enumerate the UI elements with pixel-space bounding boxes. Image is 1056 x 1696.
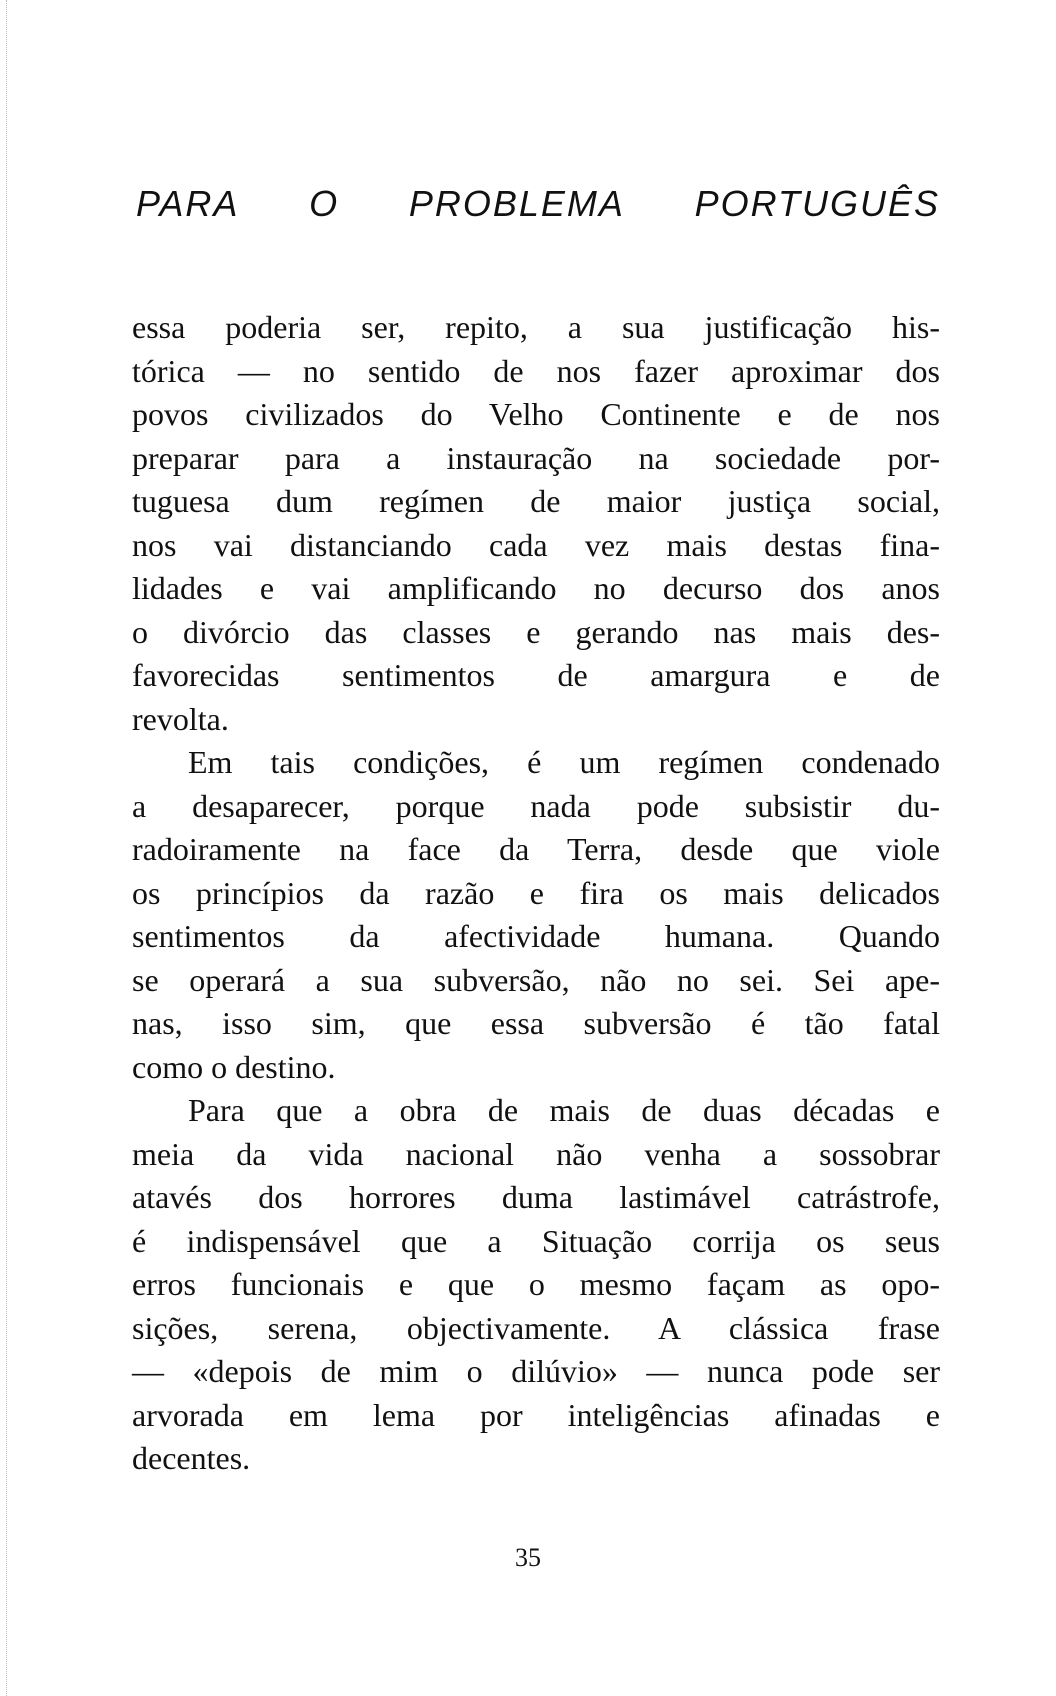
running-head-word: PARA <box>136 183 240 224</box>
running-head-word: O <box>309 183 340 224</box>
text-line: Em tais condições, é um regímen condenado <box>188 744 940 780</box>
text-line: os princípios da razão e fira os mais delicados <box>132 874 940 911</box>
text-line: revolta. <box>132 700 229 737</box>
text-line: a desaparecer, porque nada pode subsistir du- <box>132 787 940 824</box>
running-head-word: PORTUGUÊS <box>694 183 940 224</box>
text-line: — «depois de mim o dilúvio» — nunca pode ser <box>132 1353 940 1389</box>
text-line: meia da vida nacional não venha a sossobrar <box>132 1135 940 1172</box>
text-line: erros funcionais e que o mesmo façam as opo- <box>132 1266 940 1302</box>
text-line: favorecidas sentimentos de amargura e de <box>132 657 940 693</box>
text-line: sições, serena, objectivamente. A clássica frase <box>132 1309 940 1346</box>
text-line: é indispensável que a Situação corrija os seus <box>132 1222 940 1259</box>
text-line: preparar para a instauração na sociedade por- <box>132 439 940 476</box>
page-edge-line <box>6 0 8 1696</box>
text-line: o divórcio das classes e gerando nas mais des- <box>132 613 940 650</box>
text-line: como o destino. <box>132 1048 336 1085</box>
text-line: essa poderia ser, repito, a sua justificação his- <box>132 309 940 345</box>
text-line: lidades e vai amplificando no decurso dos anos <box>132 570 940 606</box>
running-head <box>136 183 940 225</box>
body-text <box>132 306 940 1481</box>
text-line: decentes. <box>132 1440 251 1476</box>
running-head-word: PROBLEMA <box>408 183 625 224</box>
text-line: nos vai distanciando cada vez mais destas fina- <box>132 526 940 563</box>
text-line: povos civilizados do Velho Continente e de nos <box>132 396 940 432</box>
text-line: se operará a sua subversão, não no sei. Sei ape- <box>132 961 940 998</box>
text-line: atavés dos horrores duma lastimável catrástrofe, <box>132 1179 940 1215</box>
text-line: radoiramente na face da Terra, desde que viole <box>132 831 940 867</box>
text-line: tuguesa dum regímen de maior justiça social, <box>132 483 940 519</box>
text-line: tórica — no sentido de nos fazer aproximar dos <box>132 352 940 389</box>
text-line: arvorada em lema por inteligências afinadas e <box>132 1396 940 1433</box>
text-line: nas, isso sim, que essa subversão é tão fatal <box>132 1005 940 1041</box>
page-number: 35 <box>515 1543 541 1572</box>
text-line: Para que a obra de mais de duas décadas e <box>188 1092 940 1128</box>
text-line: sentimentos da afectividade humana. Quando <box>132 918 940 954</box>
